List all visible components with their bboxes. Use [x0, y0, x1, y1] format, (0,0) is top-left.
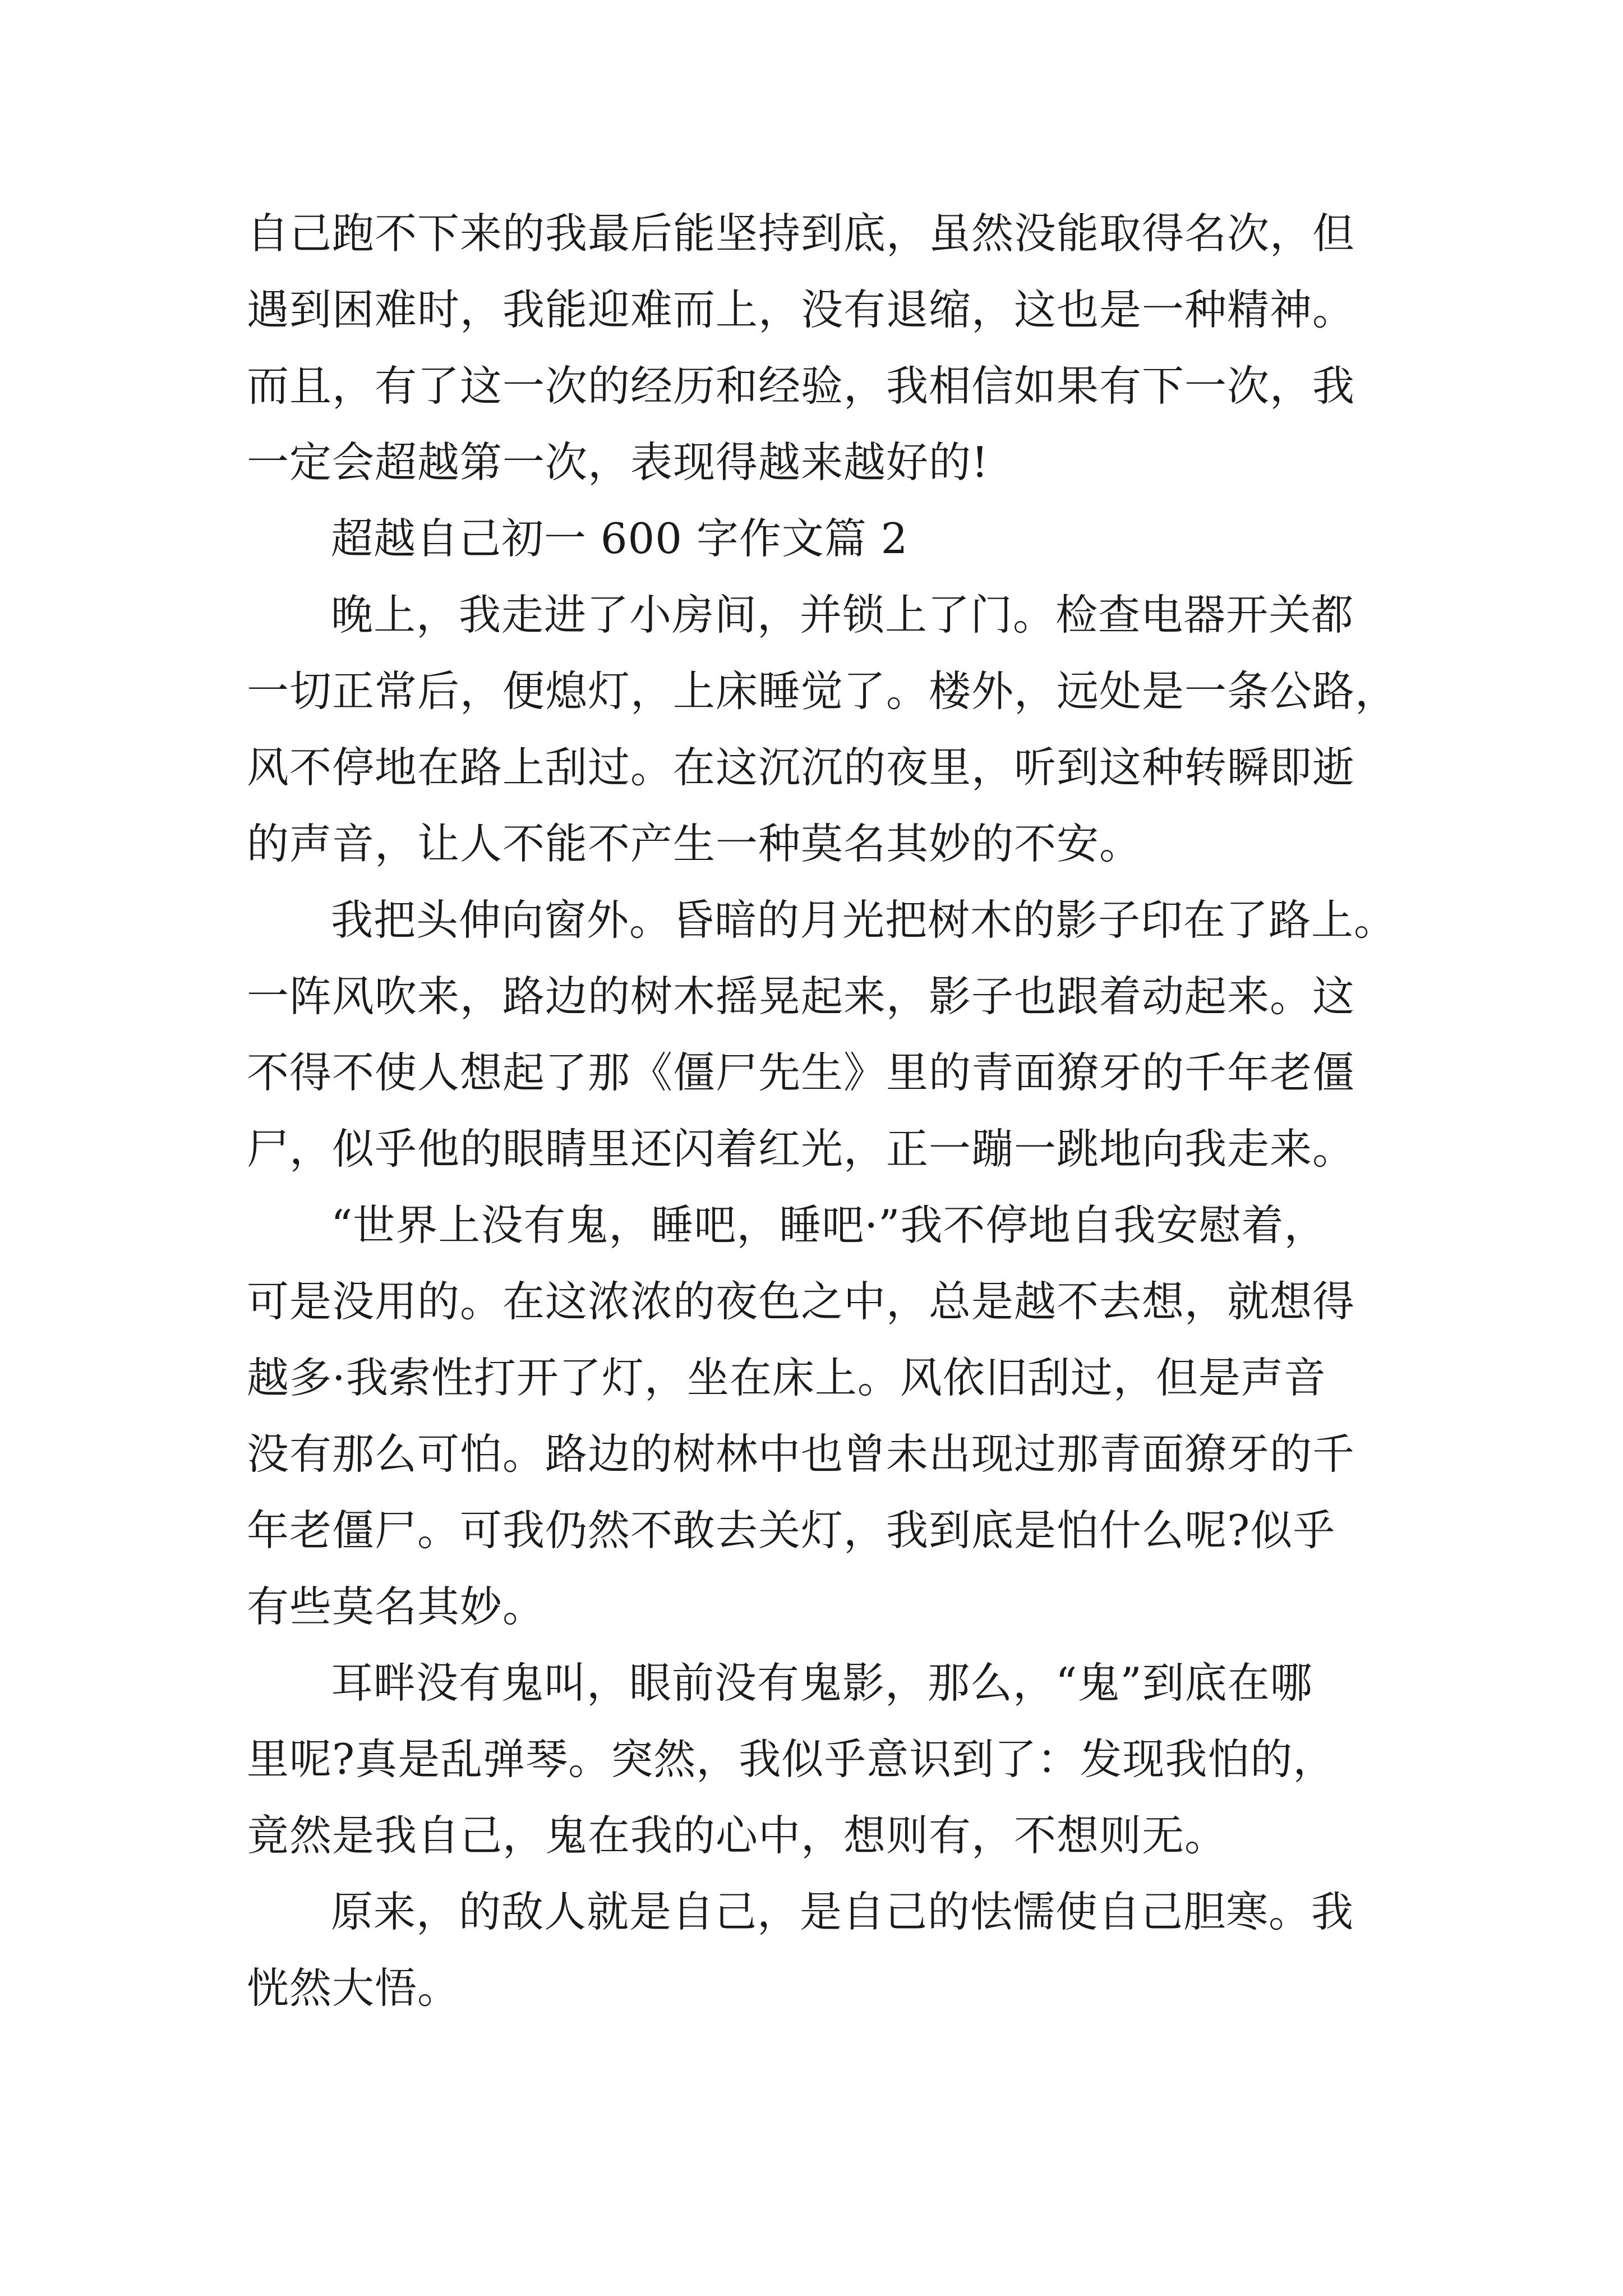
text-line: 里呢?真是乱弹琴。突然，我似乎意识到了：发现我怕的，	[247, 1734, 1336, 1784]
text-line: 尸，似乎他的眼睛里还闪着红光，正一蹦一跳地向我走来。	[247, 1124, 1355, 1174]
text-line: 一切正常后，便熄灯，上床睡觉了。楼外，远处是一条公路，	[247, 666, 1398, 716]
text-line: 风不停地在路上刮过。在这沉沉的夜里，听到这种转瞬即逝	[247, 743, 1355, 792]
text-line: 自己跑不下来的我最后能坚持到底，虽然没能取得名次，但	[247, 209, 1355, 258]
text-line: 恍然大悟。	[247, 1963, 460, 2013]
text-line: “世界上没有鬼，睡吧，睡吧·”我不停地自我安慰着，	[331, 1200, 1327, 1250]
text-line: 年老僵尸。可我仍然不敢去关灯，我到底是怕什么呢?似乎	[247, 1506, 1336, 1555]
text-line: 耳畔没有鬼叫，眼前没有鬼影，那么，“鬼”到底在哪	[331, 1658, 1313, 1708]
text-line: 一阵风吹来，路边的树木摇晃起来，影子也跟着动起来。这	[247, 972, 1355, 1021]
text-line: 有些莫名其妙。	[247, 1582, 546, 1631]
text-line: 越多·我索性打开了灯，坐在床上。风依旧刮过，但是声音	[247, 1353, 1326, 1402]
text-line: 而且，有了这一次的经历和经验，我相信如果有下一次，我	[247, 361, 1355, 411]
text-line: 的声音，让人不能不产生一种莫名其妙的不安。	[247, 819, 1142, 868]
text-line: 一定会超越第一次，表现得越来越好的!	[247, 438, 989, 487]
text-line: 我把头伸向窗外。昏暗的月光把树木的影子印在了路上。	[331, 895, 1397, 945]
text-line: 遇到困难时，我能迎难而上，没有退缩，这也是一种精神。	[247, 285, 1355, 334]
text-line: 晚上，我走进了小房间，并锁上了门。检查电器开关都	[331, 590, 1354, 639]
text-line: 超越自己初一 600 字作文篇 2	[331, 514, 909, 563]
text-line: 没有那么可怕。路边的树林中也曾未出现过那青面獠牙的千	[247, 1429, 1355, 1479]
text-line: 可是没用的。在这浓浓的夜色之中，总是越不去想，就想得	[247, 1277, 1355, 1326]
text-line: 不得不使人想起了那《僵尸先生》里的青面獠牙的千年老僵	[247, 1048, 1355, 1097]
document-body	[247, 206, 1398, 2037]
text-line: 竟然是我自己，鬼在我的心中，想则有，不想则无。	[247, 1811, 1228, 1860]
text-line: 原来，的敌人就是自己，是自己的怯懦使自己胆寒。我	[331, 1887, 1354, 1936]
